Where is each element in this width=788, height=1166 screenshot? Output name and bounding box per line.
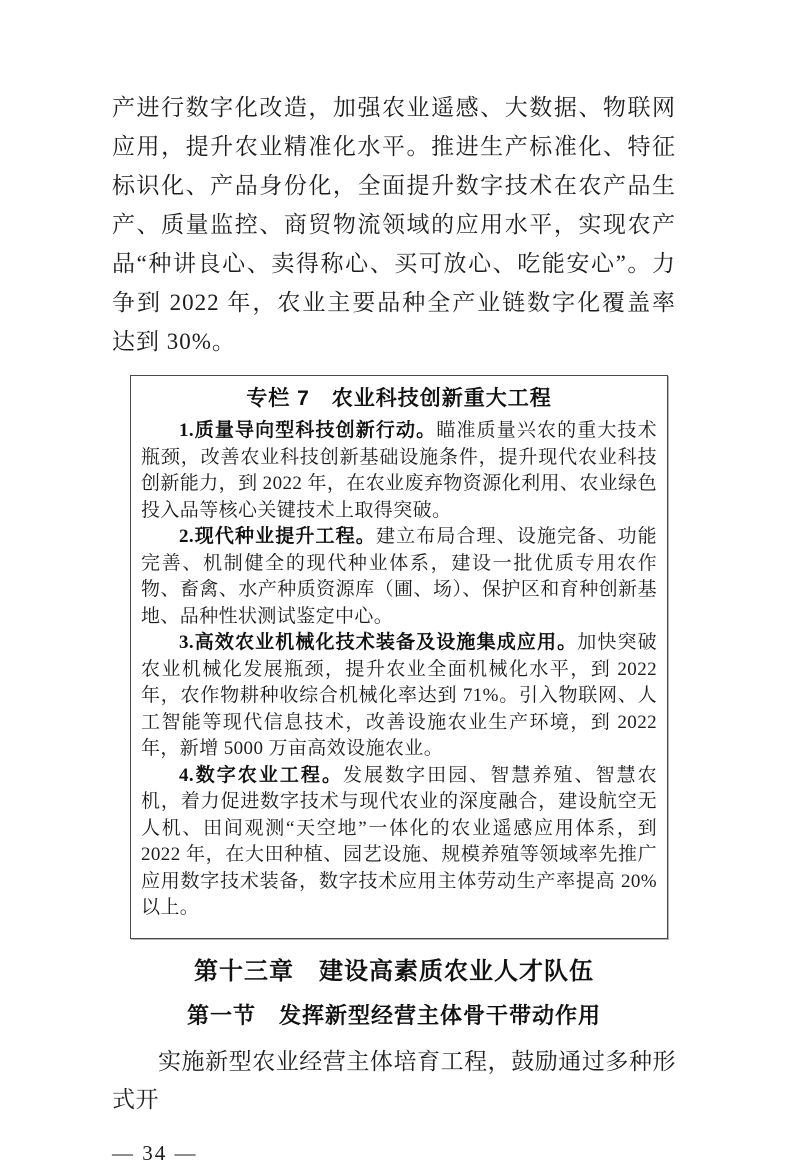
section-heading: 第一节 发挥新型经营主体骨干带动作用 [186, 1002, 601, 1028]
box-title: 专栏 7 农业科技创新重大工程 [246, 387, 552, 410]
page-number: — 34 — [112, 1140, 198, 1165]
box-item-1 [141, 418, 657, 524]
box-item-4-lead: 4.数字农业工程。 [179, 764, 343, 786]
box-item-4-body: 发展数字田园、智慧养殖、智慧农机，着力促进数字技术与现代农业的深度融合，建设航空无人机、田间观测“天空地”一体化的农业遥感应用体系，到 2022 年，在大田种植、园艺设施、规模养殖等领域率先推广应用数字技术装备，数字技术应用主体劳动生产率提高 20%以上。 [141, 764, 657, 918]
column-7-box [130, 375, 668, 939]
box-item-4 [141, 763, 657, 922]
box-item-2-lead: 2.现代种业提升工程。 [179, 526, 376, 547]
box-item-3 [141, 630, 657, 763]
box-item-3-body: 加快突破农业机械化发展瓶颈，提升农业全面机械化水平，到 2022 年，农作物耕种收综合机械化率达到 71%。引入物联网、人工智能等现代信息技术，改善设施农业生产环境，到 2022 年，新增 5000 万亩高效设施农业。 [141, 632, 657, 759]
box-item-1-body: 瞄准质量兴农的重大技术瓶颈，改善农业科技创新基础设施条件，提升现代农业科技创新能力，到 2022 年，在农业废弃物资源化利用、农业绿色投入品等核心关键技术上取得突破。 [141, 420, 657, 521]
box-item-1-lead: 1.质量导向型科技创新行动。 [179, 420, 437, 441]
box-item-2-body: 建立布局合理、设施完备、功能完善、机制健全的现代种业体系，建设一批优质专用农作物、畜禽、水产种质资源库（圃、场）、保护区和育种创新基地、品种性状测试鉴定中心。 [141, 526, 657, 627]
box-item-3-lead: 3.高效农业机械化技术装备及设施集成应用。 [179, 632, 578, 653]
intro-paragraph: 产进行数字化改造，加强农业遥感、大数据、物联网应用，提升农业精准化水平。推进生产标准化、特征标识化、产品身份化，全面提升数字技术在农产品生产、质量监控、商贸物流领域的应用水平，实现农产品“种讲良心、卖得称心、买可放心、吃能安心”。力争到 2022 年，农业主要品种全产业链数字化覆盖率达到 30%。 [112, 95, 676, 354]
closing-paragraph: 实施新型农业经营主体培育工程，鼓励通过多种形式开 [112, 1048, 676, 1112]
box-item-2 [141, 524, 657, 630]
chapter-heading: 第十三章 建设高素质农业人才队伍 [194, 957, 594, 985]
